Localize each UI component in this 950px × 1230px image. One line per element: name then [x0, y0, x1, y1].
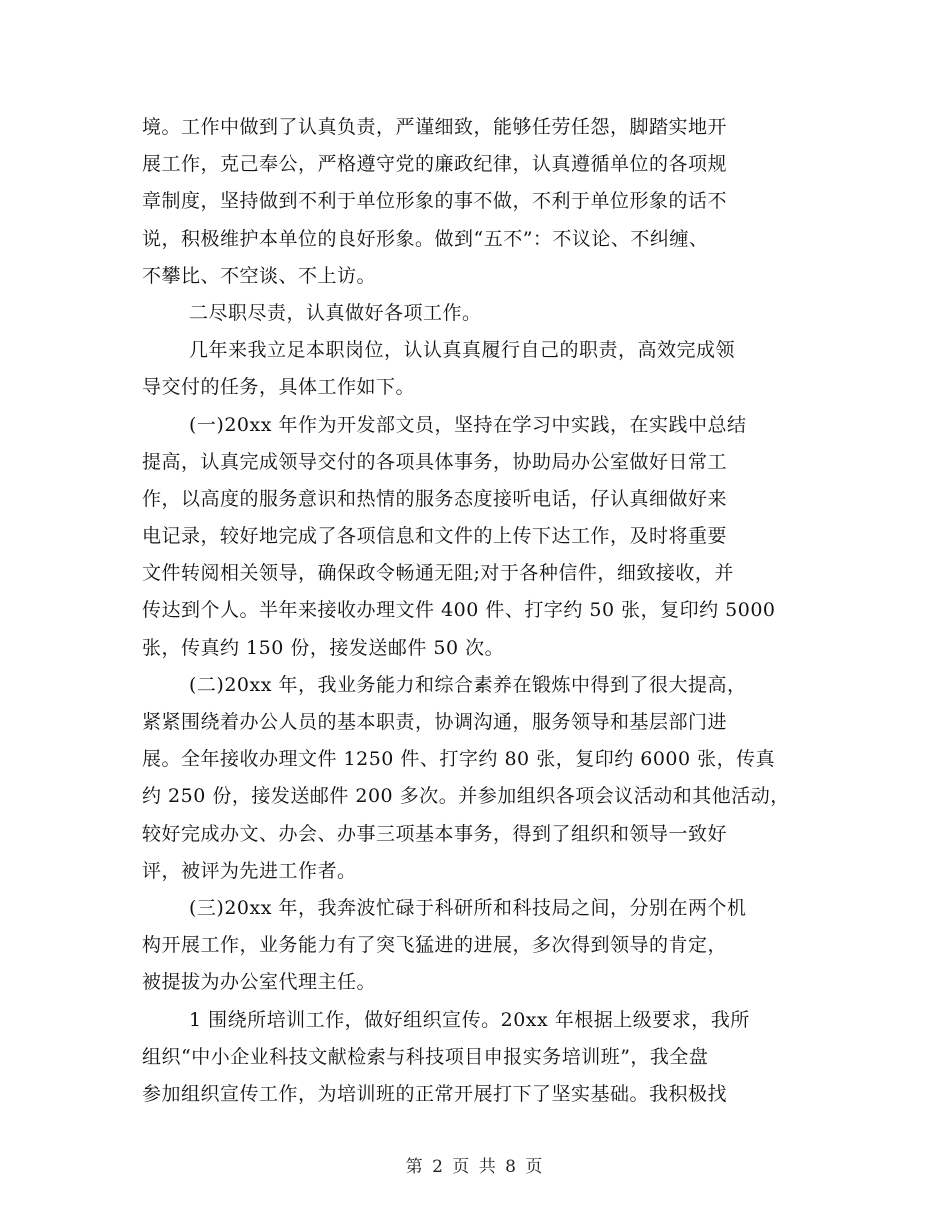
text-line: 作，以高度的服务意识和热情的服务态度接听电话，仔认真细做好来 [142, 487, 728, 510]
text-line: (二)20xx 年，我业务能力和综合素养在锻炼中得到了很大提高， [189, 673, 747, 696]
text-line: 不攀比、不空谈、不上访。 [142, 264, 377, 287]
text-line: 说，积极维护本单位的良好形象。做到“五不”：不议论、不纠缠、 [142, 227, 709, 250]
text-line: 组织“中小企业科技文献检索与科技项目申报实务培训班”，我全盘 [142, 1045, 709, 1068]
text-line: 构开展工作，业务能力有了突飞猛进的进展，多次得到领导的肯定， [142, 934, 728, 957]
text-line: 文件转阅相关领导，确保政令畅通无阻;对于各种信件，细致接收，并 [142, 562, 734, 585]
text-line: 参加组织宣传工作，为培训班的正常开展打下了坚实基础。我积极找 [142, 1082, 728, 1105]
text-line: 电记录，较好地完成了各项信息和文件的上传下达工作，及时将重要 [142, 525, 728, 548]
text-line: 较好完成办文、办会、办事三项基本事务，得到了组织和领导一致好 [142, 822, 728, 845]
text-line: 评，被评为先进工作者。 [142, 859, 357, 882]
text-line: 几年来我立足本职岗位，认认真真履行自己的职责，高效完成领 [189, 339, 736, 362]
text-line: 展工作，克己奉公，严格遵守党的廉政纪律，认真遵循单位的各项规 [142, 153, 728, 176]
text-line: 展。全年接收办理文件 1250 件、打字约 80 张，复印约 6000 张，传真 [142, 748, 776, 771]
text-line: 传达到个人。半年来接收办理文件 400 件、打字约 50 张，复印约 5000 [142, 599, 776, 622]
text-line: 1 围绕所培训工作，做好组织宣传。20xx 年根据上级要求，我所 [189, 1008, 750, 1031]
document-body [142, 109, 822, 1113]
text-line: 章制度，坚持做到不利于单位形象的事不做，不利于单位形象的话不 [142, 190, 728, 213]
text-line: 提高，认真完成领导交付的各项具体事务，协助局办公室做好日常工 [142, 450, 728, 473]
text-line: 张，传真约 150 份，接发送邮件 50 次。 [142, 636, 505, 659]
text-line: 境。工作中做到了认真负责，严谨细致，能够任劳任怨，脚踏实地开 [142, 116, 728, 138]
text-line: 紧紧围绕着办公人员的基本职责，协调沟通，服务领导和基层部门进 [142, 711, 728, 733]
text-line: 约 250 份，接发送邮件 200 多次。并参加组织各项会议活动和其他活动， [142, 785, 790, 808]
text-line: (一)20xx 年作为开发部文员，坚持在学习中实践，在实践中总结 [189, 413, 747, 436]
page-footer: 第 2 页 共 8 页 [405, 1157, 545, 1177]
text-line: (三)20xx 年，我奔波忙碌于科研所和科技局之间，分别在两个机 [189, 896, 747, 919]
text-line: 导交付的任务，具体工作如下。 [142, 376, 416, 399]
text-line: 被提拔为办公室代理主任。 [142, 971, 377, 994]
section-heading: 二尽职尽责，认真做好各项工作。 [189, 301, 482, 324]
